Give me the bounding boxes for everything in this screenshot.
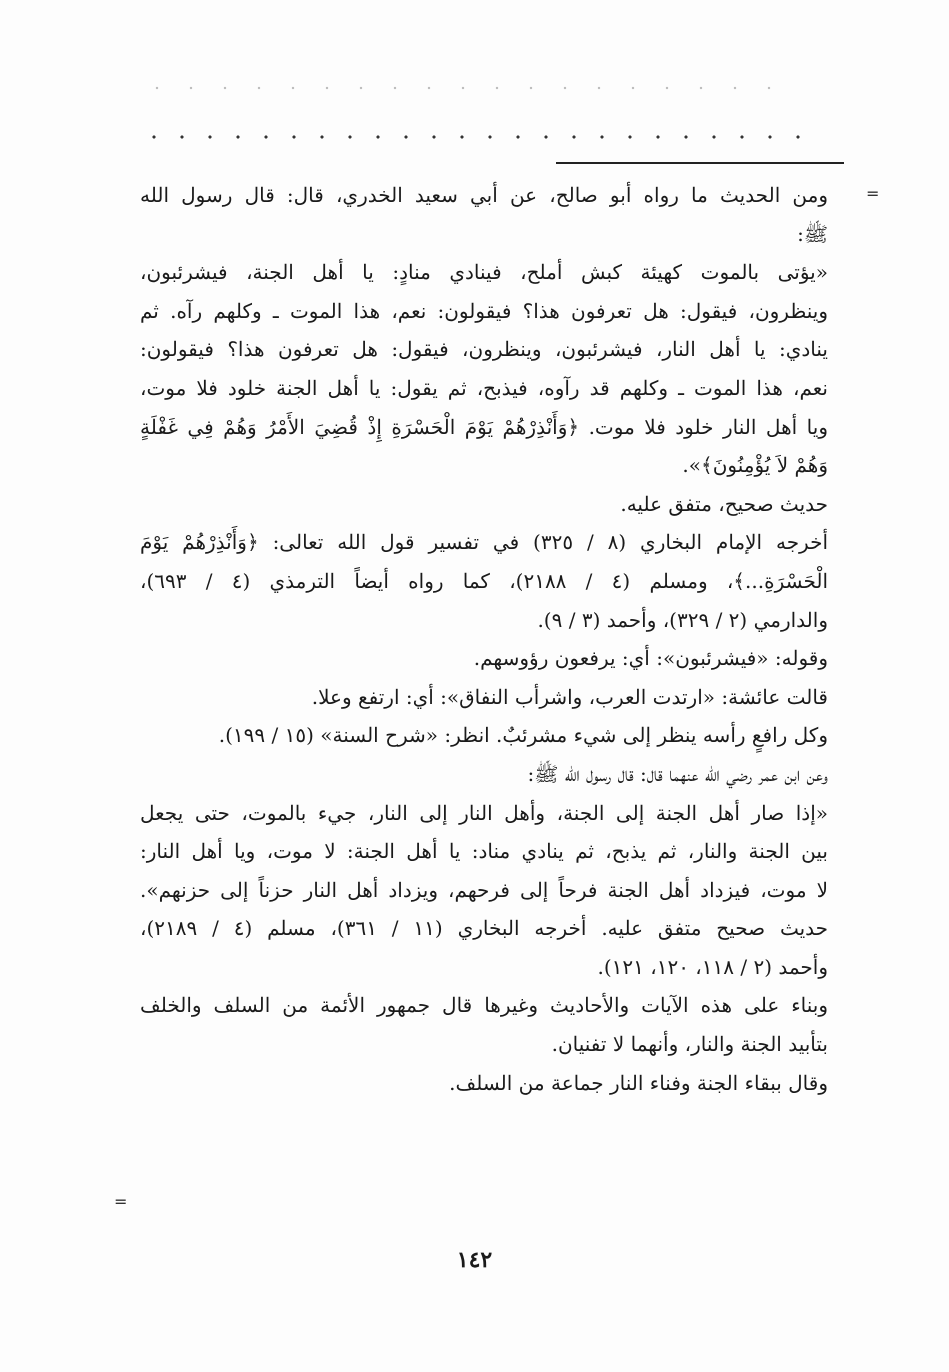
text-line: وبناء على هذه الآيات والأحاديث وغيرها قال جمهور الأئمة من السلف والخلف <box>140 993 828 1018</box>
header-rule <box>556 162 844 164</box>
text-line: الْحَسْرَةِ...﴾، ومسلم (٤ / ٢١٨٨)، كما رواه أيضاً الترمذي (٤ / ٦٩٣)، <box>140 568 828 593</box>
text-line: بتأبيد الجنة والنار، وأنهما لا تفنيان. <box>551 1032 828 1057</box>
text-line: والدارمي (٢ / ٣٢٩)، وأحمد (٣ / ٩). <box>537 607 828 632</box>
text-line: «يؤتى بالموت كهيئة كبش أملح، فينادي منادٍ: يا أهل الجنة، فيشرئبون، <box>140 260 828 285</box>
margin-mark-bottom: = <box>114 1192 128 1211</box>
text-line: وقال ببقاء الجنة وفناء النار جماعة من السلف. <box>449 1070 828 1095</box>
text-line: ﷺ: <box>797 221 828 246</box>
page-number: ١٤٢ <box>456 1247 493 1273</box>
text-line: «إذا صار أهل الجنة إلى الجنة، وأهل النار إلى النار، جيء بالموت، حتى يجعل <box>140 800 828 825</box>
text-line: وعن ابن عمر رضي الله عنهما قال: قال رسول الله ﷺ: <box>527 761 828 786</box>
text-line: وينظرون، فيقول: هل تعرفون هذا؟ فيقولون: نعم، هذا الموت ـ وكلهم رآه. ثم <box>140 298 828 323</box>
text-line: ينادي: يا أهل النار، فيشرئبون، وينظرون، فيقول: هل تعرفون هذا؟ فيقولون: <box>140 337 828 362</box>
text-line: ومن الحديث ما رواه أبو صالح، عن أبي سعيد الخدري، قال: قال رسول الله <box>140 183 828 207</box>
body-text <box>140 176 828 1102</box>
text-line: حديث صحيح، متفق عليه. <box>620 491 828 516</box>
header-dot-row-faint <box>140 86 800 90</box>
text-line: وكل رافعٍ رأسه ينظر إلى شيء مشرئبٌ. انظر: «شرح السنة» (١٥ / ١٩٩). <box>218 723 828 748</box>
text-line: بين الجنة والنار، ثم يذبح، ثم ينادي مناد: يا أهل الجنة: لا موت، ويا أهل النار: <box>140 839 828 864</box>
header-dot-row <box>140 134 800 140</box>
text-line: أخرجه الإمام البخاري (٨ / ٣٢٥) في تفسير قول الله تعالى: ﴿وَأَنْذِرْهُمْ يَوْمَ <box>140 530 828 555</box>
text-line: لا موت، فيزداد أهل الجنة فرحاً إلى فرحهم، ويزداد أهل النار حزناً إلى حزنهم». <box>140 877 828 902</box>
margin-mark-top: = <box>866 184 880 203</box>
text-line: حديث صحيح متفق عليه. أخرجه البخاري (١١ / ٣٦١)، مسلم (٤ / ٢١٨٩)، <box>140 916 828 941</box>
text-line: وَهُمْ لاَ يُؤْمِنُونَ﴾». <box>682 453 828 478</box>
text-line: وأحمد (٢ / ١١٨، ١٢٠، ١٢١). <box>597 954 828 979</box>
text-line: نعم، هذا الموت ـ وكلهم قد رآوه، فيذبح، ثم يقول: يا أهل الجنة خلود فلا موت، <box>140 375 828 400</box>
text-line: وقوله: «فيشرئبون»: أي: يرفعون رؤوسهم. <box>473 646 828 671</box>
text-line: ويا أهل النار خلود فلا موت. ﴿وَأَنْذِرْهُمْ يَوْمَ الْحَسْرَةِ إِذْ قُضِيَ الأَمْرُ وَهُمْ فِي غَفْلَةٍ <box>140 414 828 439</box>
text-line: قالت عائشة: «ارتدت العرب، واشرأب النفاق»: أي: ارتفع وعلا. <box>311 684 828 709</box>
